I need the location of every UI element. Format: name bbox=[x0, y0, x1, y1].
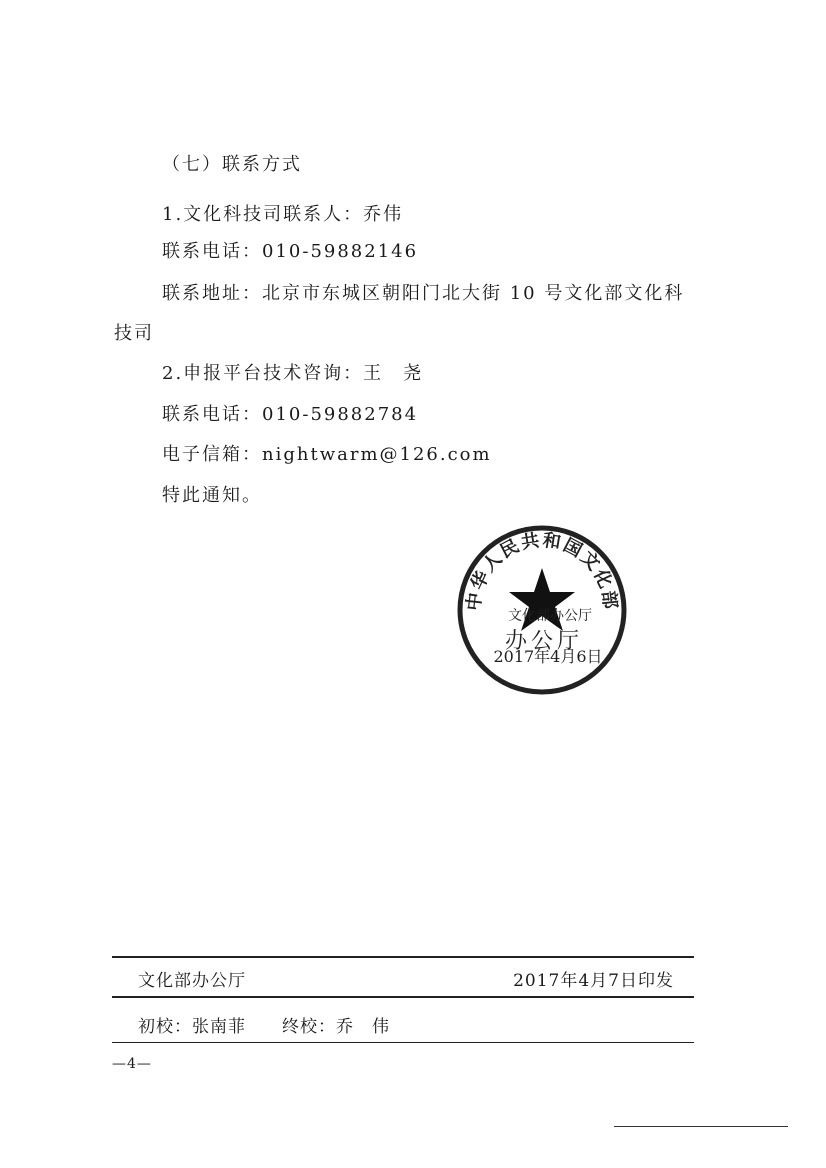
contact-address-line-2: 技司 bbox=[114, 323, 154, 344]
page-number: —4— bbox=[112, 1056, 152, 1072]
seal-inner-text: 文化部办公厅 bbox=[508, 608, 592, 624]
closing-text: 特此通知。 bbox=[162, 485, 262, 506]
footer-rule-middle bbox=[112, 996, 694, 998]
contact-phone-1: 联系电话：010-59882146 bbox=[162, 241, 419, 262]
contact-phone-2: 联系电话：010-59882784 bbox=[162, 404, 419, 425]
section-heading-contact: （七）联系方式 bbox=[162, 154, 302, 175]
contact-address-line-1: 联系地址：北京市东城区朝阳门北大街 10 号文化部文化科 bbox=[162, 283, 685, 304]
footer-print-date: 2017年4月7日印发 bbox=[513, 971, 674, 991]
footer-rule-top bbox=[112, 956, 694, 958]
signing-date: 2017年4月6日 bbox=[493, 647, 603, 666]
footer-rule-bottom bbox=[112, 1042, 694, 1043]
official-seal bbox=[456, 524, 628, 696]
contact-person-line: 1.文化科技司联系人：乔伟 bbox=[162, 204, 404, 225]
footer-proofread: 初校：张南菲 终校：乔 伟 bbox=[138, 1017, 390, 1037]
seal-office-text: 办公厅 bbox=[504, 629, 584, 654]
bottom-edge-line bbox=[614, 1126, 788, 1127]
tech-consult-line: 2.申报平台技术咨询：王 尧 bbox=[162, 363, 424, 384]
footer-issuer: 文化部办公厅 bbox=[138, 971, 246, 991]
seal-outer-text: 中华人民共和国文化部 bbox=[463, 529, 621, 612]
contact-email: 电子信箱：nightwarm@126.com bbox=[162, 444, 492, 465]
